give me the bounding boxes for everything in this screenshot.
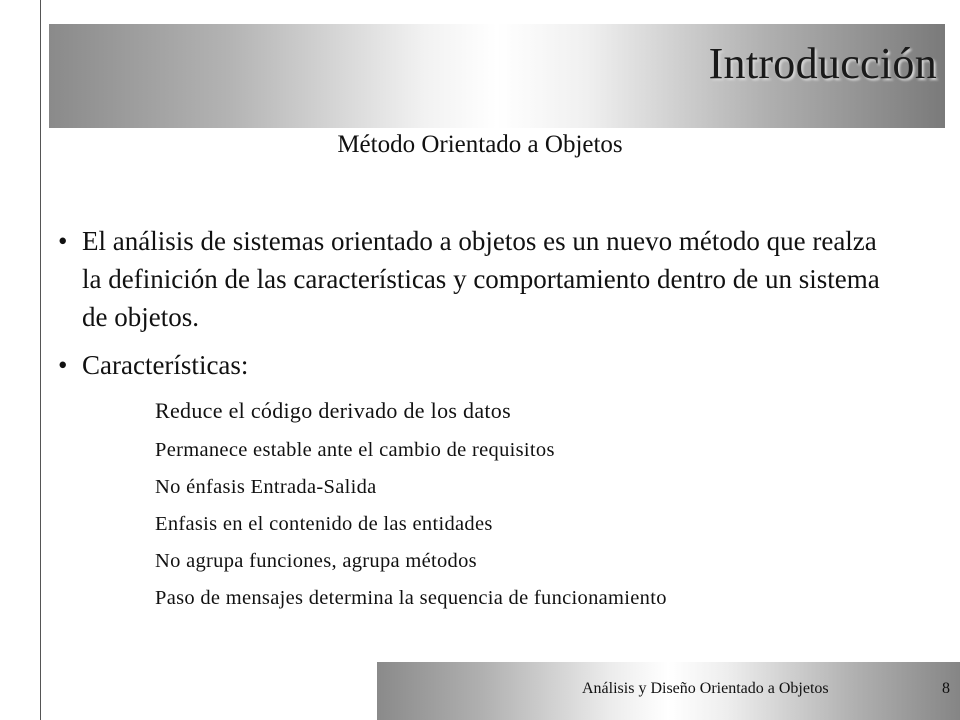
feature-item: Enfasis en el contenido de las entidades <box>155 513 493 535</box>
bullet-item <box>58 346 898 384</box>
bullet-text: El análisis de sistemas orientado a objetos es un nuevo método que realza la definición de las características y comportamiento dentro de un sistema de objetos. <box>82 226 880 332</box>
feature-item: No agrupa funciones, agrupa métodos <box>155 550 477 572</box>
bullet-text: Características: <box>82 350 249 380</box>
slide-title: Introducción <box>708 39 937 88</box>
page-number: 8 <box>942 680 950 697</box>
left-margin-rule <box>40 0 41 720</box>
bullet-icon: • <box>58 350 68 380</box>
slide-subtitle: Método Orientado a Objetos <box>337 131 623 158</box>
title-bar <box>49 24 945 128</box>
feature-item: Permanece estable ante el cambio de requisitos <box>155 439 555 461</box>
bullet-item <box>58 222 898 336</box>
bullet-list <box>58 222 898 394</box>
feature-item: Reduce el código derivado de los datos <box>155 398 511 423</box>
features-list <box>155 392 667 617</box>
footer-bar <box>377 662 960 720</box>
feature-item: No énfasis Entrada-Salida <box>155 476 377 498</box>
feature-item: Paso de mensajes determina la sequencia de funcionamiento <box>155 587 667 609</box>
bullet-icon: • <box>58 226 68 256</box>
footer-course-title: Análisis y Diseño Orientado a Objetos <box>582 680 829 697</box>
